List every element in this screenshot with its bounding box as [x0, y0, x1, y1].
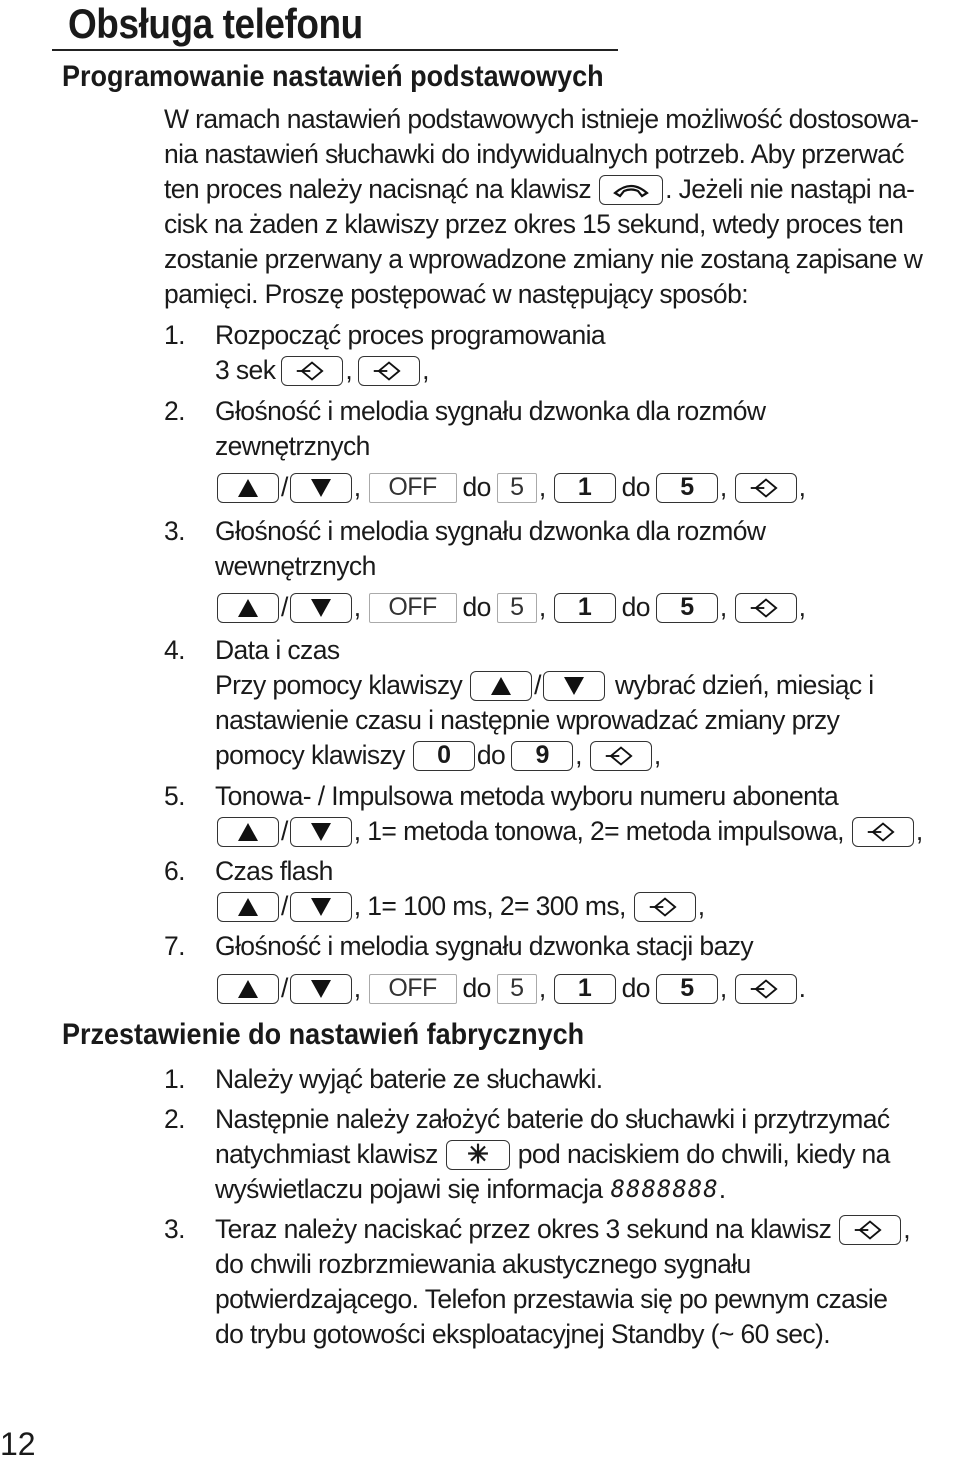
display-off: OFF — [369, 473, 457, 503]
comma: , — [903, 1214, 911, 1244]
duration-text: 3 sek — [215, 355, 276, 385]
step-number: 3. — [164, 1214, 185, 1244]
menu-key — [281, 356, 343, 386]
step-number: 2. — [164, 396, 185, 426]
step-4-line3 — [215, 738, 661, 773]
text-line: , 1= 100 ms, 2= 300 ms, — [353, 891, 626, 921]
menu-key — [735, 473, 797, 503]
star-key: ✳ — [446, 1140, 510, 1170]
key-1: 1 — [554, 473, 616, 503]
comma: , — [798, 472, 806, 502]
step-number: 6. — [164, 856, 185, 886]
comma: , — [422, 355, 429, 385]
step-title-cont: wewnętrznych — [215, 551, 376, 581]
slash: / — [281, 472, 288, 502]
arrow-up-icon — [238, 898, 258, 916]
text-line: pamięci. Proszę postępować w następujący sposób: — [164, 279, 748, 309]
comma: , — [575, 740, 582, 770]
menu-key — [735, 974, 797, 1004]
arrow-down-icon — [311, 980, 331, 998]
step-6-keys — [215, 889, 705, 924]
menu-icon — [604, 745, 638, 767]
step-number: 1. — [164, 320, 185, 350]
arrow-up-icon — [238, 599, 258, 617]
key-5: 5 — [656, 974, 718, 1004]
arrow-up-icon — [491, 677, 511, 695]
step-number: 4. — [164, 635, 185, 665]
arrow-down-icon — [311, 898, 331, 916]
text-line: , 1= metoda tonowa, 2= metoda impulsowa, — [353, 816, 844, 846]
step-5-keys — [215, 814, 923, 849]
step-7-keys — [215, 971, 805, 1006]
text-line: do chwili rozbrzmiewania akustycznego sygnału — [215, 1249, 751, 1279]
step-title: Głośność i melodia sygnału dzwonka dla rozmów — [215, 516, 766, 546]
display-off: OFF — [369, 593, 457, 623]
key-5: 5 — [656, 593, 718, 623]
up-key — [217, 974, 279, 1004]
text-line: Teraz należy naciskać przez okres 3 sekund na klawisz — [215, 1214, 832, 1244]
step-title: Rozpocząć proces programowania — [215, 320, 606, 350]
slash: / — [281, 816, 288, 846]
slash: / — [281, 891, 288, 921]
menu-key — [839, 1215, 901, 1245]
step-title: Data i czas — [215, 635, 340, 665]
reset-step-2-line3 — [215, 1172, 725, 1207]
step-title: Głośność i melodia sygnału dzwonka dla rozmów — [215, 396, 766, 426]
text-line: do trybu gotowości eksploatacyjnej Standby (~ 60 sec). — [215, 1319, 831, 1349]
text-line: wybrać dzień, miesiąc i — [614, 670, 874, 700]
down-key — [290, 974, 352, 1004]
step-2-keys — [215, 470, 805, 505]
comma: , — [719, 472, 727, 502]
step-1-keys — [215, 353, 429, 388]
reset-step-2-line2 — [215, 1137, 890, 1172]
text-line: Należy wyjąć baterie ze słuchawki. — [215, 1064, 603, 1094]
menu-icon — [749, 597, 783, 619]
text-line: Następnie należy założyć baterie do słuchawki i przytrzymać — [215, 1104, 890, 1134]
word-do: do — [476, 740, 506, 770]
comma: , — [353, 973, 361, 1003]
step-3-keys — [215, 590, 805, 625]
arrow-up-icon — [238, 823, 258, 841]
display-five: 5 — [497, 473, 537, 503]
up-key — [217, 817, 279, 847]
text-line: potwierdzającego. Telefon przestawia się po pewnym czasie — [215, 1284, 888, 1314]
menu-icon — [648, 896, 682, 918]
slash: / — [281, 973, 288, 1003]
up-key — [470, 671, 532, 701]
step-title: Tonowa- / Impulsowa metoda wyboru numeru abonenta — [215, 781, 839, 811]
text-line: pomocy klawiszy — [215, 740, 405, 770]
end-call-key — [599, 175, 663, 205]
text-line: zostanie przerwany a wprowadzone zmiany nie zostaną zapisane w — [164, 244, 923, 274]
text-line: nia nastawień słuchawki do indywidualnych potrzeb. Aby przerwać — [164, 139, 904, 169]
word-do: do — [462, 592, 491, 622]
word-do: do — [621, 973, 650, 1003]
step-number: 3. — [164, 516, 185, 546]
text-line: Przy pomocy klawiszy — [215, 670, 463, 700]
handset-icon — [611, 179, 651, 201]
comma: , — [798, 592, 806, 622]
up-key — [217, 593, 279, 623]
comma: , — [345, 355, 353, 385]
intro-paragraph — [164, 102, 954, 312]
text-line: nastawienie czasu i następnie wprowadzać zmiany przy — [215, 705, 840, 735]
title-divider — [52, 49, 618, 51]
key-5: 5 — [656, 473, 718, 503]
step-4-line1 — [215, 668, 874, 703]
up-key — [217, 473, 279, 503]
step-title: Czas flash — [215, 856, 333, 886]
menu-icon — [866, 821, 900, 843]
step-title-cont: zewnętrznych — [215, 431, 370, 461]
menu-key — [590, 741, 652, 771]
text-line: natychmiast klawisz — [215, 1139, 438, 1169]
text-line: pod naciskiem do chwili, kiedy na — [517, 1139, 890, 1169]
page-title: Obsługa telefonu — [68, 0, 363, 47]
menu-key — [358, 356, 420, 386]
period: . — [718, 1174, 726, 1204]
text-line: wyświetlaczu pojawi się informacja — [215, 1174, 603, 1204]
arrow-down-icon — [564, 677, 584, 695]
menu-key — [634, 892, 696, 922]
slash: / — [534, 670, 541, 700]
page-number: 12 — [0, 1426, 36, 1462]
text-line: cisk na żaden z klawiszy przez okres 15 sekund, wtedy proces ten — [164, 209, 904, 239]
arrow-down-icon — [311, 823, 331, 841]
key-9: 9 — [511, 741, 573, 771]
comma: , — [697, 891, 705, 921]
up-key — [217, 892, 279, 922]
down-key — [290, 593, 352, 623]
word-do: do — [621, 592, 650, 622]
key-1: 1 — [554, 593, 616, 623]
menu-key — [852, 817, 914, 847]
display-five: 5 — [497, 593, 537, 623]
menu-icon — [749, 477, 783, 499]
comma: , — [538, 472, 546, 502]
menu-icon — [749, 978, 783, 1000]
text-line: ten proces należy nacisnąć na klawisz — [164, 174, 592, 204]
section-heading-basic-settings: Programowanie nastawień podstawowych — [62, 60, 604, 93]
key-1: 1 — [554, 974, 616, 1004]
step-number: 5. — [164, 781, 185, 811]
comma: , — [353, 592, 361, 622]
step-number: 1. — [164, 1064, 185, 1094]
comma: , — [538, 592, 546, 622]
down-key — [543, 671, 605, 701]
word-do: do — [621, 472, 650, 502]
comma: , — [915, 816, 923, 846]
comma: , — [719, 592, 727, 622]
arrow-up-icon — [238, 479, 258, 497]
text-line: W ramach nastawień podstawowych istnieje możliwość dostosowa- — [164, 104, 919, 134]
slash: / — [281, 592, 288, 622]
key-0: 0 — [413, 741, 475, 771]
display-off: OFF — [369, 974, 457, 1004]
display-five: 5 — [497, 974, 537, 1004]
arrow-up-icon — [238, 980, 258, 998]
word-do: do — [462, 973, 491, 1003]
down-key — [290, 817, 352, 847]
period: . — [798, 973, 806, 1003]
comma: , — [353, 472, 361, 502]
menu-icon — [372, 360, 406, 382]
text-line: . Jeżeli nie nastąpi na- — [665, 174, 915, 204]
arrow-down-icon — [311, 599, 331, 617]
menu-icon — [853, 1219, 887, 1241]
step-number: 2. — [164, 1104, 185, 1134]
lcd-display-text: 8888888 — [610, 1175, 719, 1203]
section-heading-factory-reset: Przestawienie do nastawień fabrycznych — [62, 1018, 585, 1051]
word-do: do — [462, 472, 491, 502]
down-key — [290, 892, 352, 922]
comma: , — [653, 740, 661, 770]
menu-key — [735, 593, 797, 623]
down-key — [290, 473, 352, 503]
arrow-down-icon — [311, 479, 331, 497]
comma: , — [538, 973, 546, 1003]
reset-step-3 — [164, 1212, 910, 1247]
comma: , — [719, 973, 727, 1003]
step-number: 7. — [164, 931, 185, 961]
menu-icon — [295, 360, 329, 382]
step-title: Głośność i melodia sygnału dzwonka stacji bazy — [215, 931, 754, 961]
